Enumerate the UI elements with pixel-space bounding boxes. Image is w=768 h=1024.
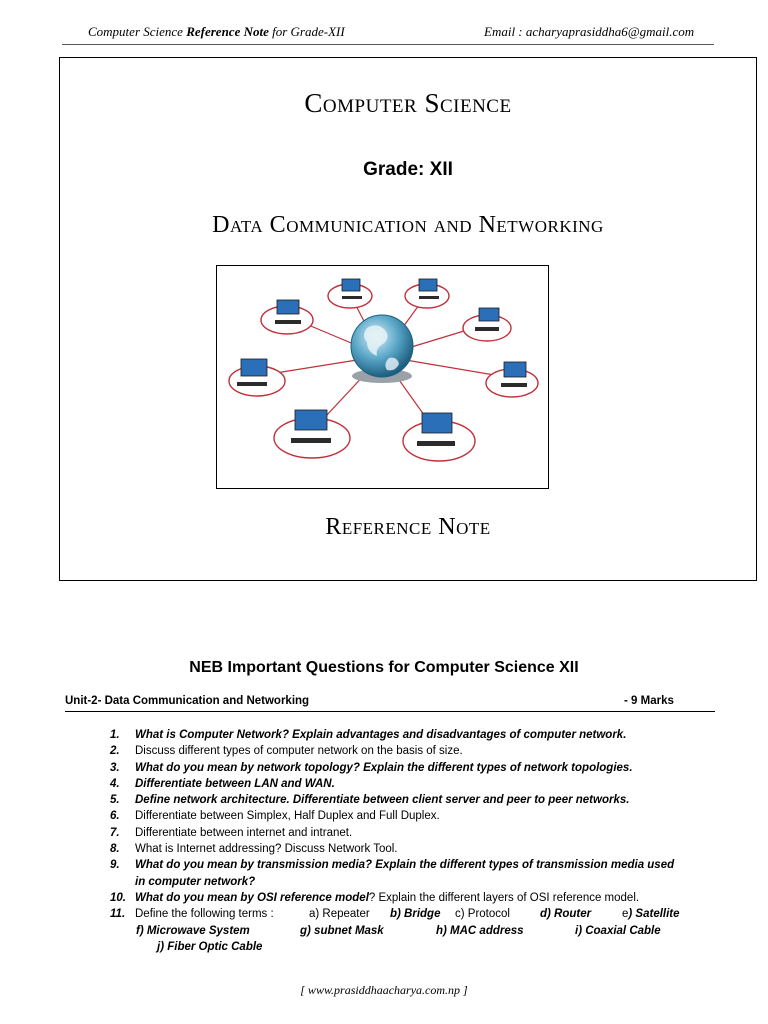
term-a: a) Repeater — [309, 908, 370, 921]
cover-grade: Grade: XII — [363, 159, 453, 180]
term-h: h) MAC address — [436, 924, 524, 937]
header-email: Email : acharyaprasiddha6@gmail.com — [484, 24, 695, 39]
question-list — [110, 727, 730, 955]
question-text: Differentiate between internet and intranet. — [135, 826, 353, 839]
question-item — [110, 808, 730, 824]
term-f: f) Microwave System — [136, 924, 250, 937]
question-number: 2. — [110, 745, 120, 758]
question-number: 5. — [110, 794, 120, 807]
term-e-label: ) Satellite — [628, 908, 680, 921]
question-number: 9. — [110, 859, 120, 872]
question-number: 3. — [110, 761, 120, 774]
question-item — [110, 906, 730, 922]
network-diagram-icon — [217, 266, 548, 488]
question-text: What is Computer Network? Explain advantages and disadvantages of computer network. — [135, 729, 627, 741]
unit-name: Unit-2- Data Communication and Networking — [65, 695, 310, 707]
question-item — [110, 743, 730, 759]
section-title: NEB Important Questions for Computer Science XII — [189, 659, 579, 676]
question-item — [110, 825, 730, 841]
question-item — [110, 792, 730, 808]
header-left — [88, 24, 345, 40]
term-c: c) Protocol — [455, 908, 510, 921]
header-left-prefix: Computer Science — [88, 24, 187, 39]
question-number: 7. — [110, 826, 120, 839]
question-number: 1. — [110, 729, 120, 741]
header-divider — [62, 44, 714, 45]
term-g: g) subnet Mask — [300, 924, 384, 937]
question-continuation: in computer network? — [135, 875, 256, 888]
question-item — [110, 776, 730, 792]
question-text: Differentiate between Simplex, Half Duplex and Full Duplex. — [135, 810, 440, 823]
question-text: ? Explain the different layers of OSI reference model. — [368, 891, 640, 904]
term-e-prefix: e — [622, 908, 629, 921]
question-text: What do you mean by network topology? Explain the different types of network topologies. — [135, 761, 633, 774]
question-number: 4. — [110, 777, 120, 790]
question-item — [110, 727, 730, 743]
question-number: 11. — [110, 908, 126, 921]
cover-box — [59, 57, 757, 581]
question-number: 10. — [110, 891, 126, 904]
question-text: What is Internet addressing? Discuss Network Tool. — [135, 843, 398, 856]
term-b: b) Bridge — [390, 908, 441, 921]
question-item — [110, 890, 730, 906]
cover-subject: Data Communication and Networking — [212, 212, 604, 238]
terms-row-3 — [110, 939, 730, 955]
cover-title: Computer Science — [304, 88, 512, 118]
question-emphasis: What do you mean by OSI reference model — [135, 891, 369, 904]
header-left-suffix: for Grade-XII — [268, 24, 345, 39]
question-text: Discuss different types of computer network on the basis of size. — [135, 745, 463, 758]
term-d: d) Router — [540, 908, 592, 921]
network-illustration — [216, 265, 549, 489]
question-item — [110, 841, 730, 857]
question-number: 6. — [110, 810, 120, 823]
question-number: 8. — [110, 843, 120, 856]
cover-note: Reference Note — [325, 514, 491, 540]
question-text: Differentiate between LAN and WAN. — [135, 777, 335, 790]
header-left-bold: Reference Note — [186, 24, 269, 39]
question-item — [110, 857, 730, 873]
terms-row-2 — [110, 923, 730, 939]
question-text: What do you mean by transmission media? Explain the different types of transmission media used — [135, 859, 675, 872]
footer-url: [ www.prasiddhaacharya.com.np ] — [300, 983, 468, 997]
unit-heading — [65, 695, 715, 712]
question-text: Define the following terms : — [135, 908, 274, 921]
unit-marks: - 9 Marks — [624, 695, 674, 707]
term-e — [622, 906, 680, 922]
question-item — [110, 760, 730, 776]
question-text: Define network architecture. Differentiate between client server and peer to peer networks. — [135, 794, 630, 807]
term-j: j) Fiber Optic Cable — [157, 940, 263, 953]
term-i: i) Coaxial Cable — [575, 924, 661, 937]
